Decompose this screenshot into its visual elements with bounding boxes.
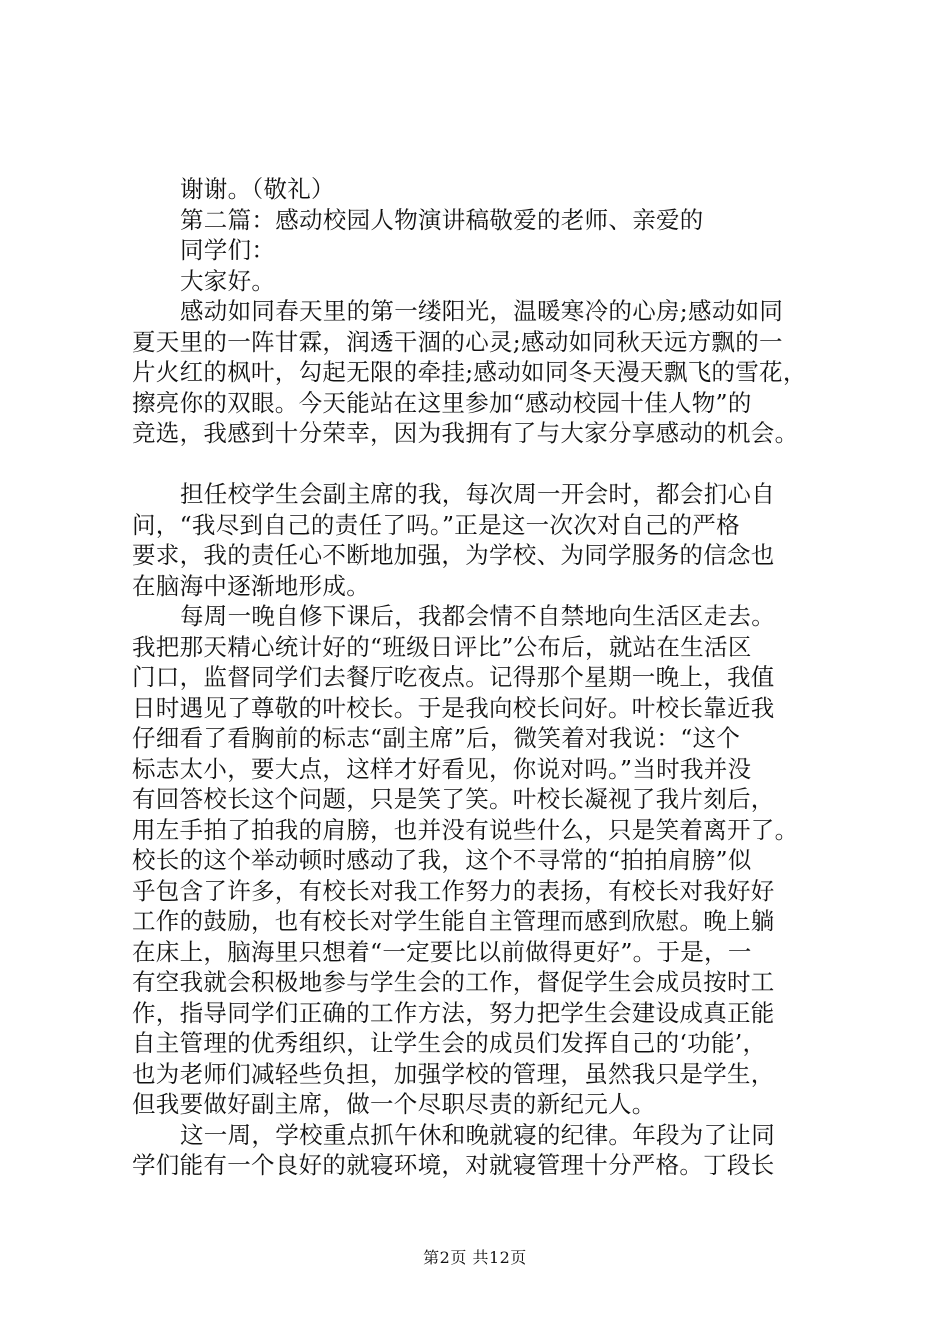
text-line: 我把那天精心统计好的“班级日评比”公布后，就站在生活区	[132, 632, 752, 661]
text-line: 乎包含了许多，有校长对我工作努力的表扬，有校长对我好好	[132, 876, 775, 905]
text-line: 这一周，学校重点抓午休和晚就寝的纪律。年段为了让同	[180, 1120, 775, 1149]
text-line: 门口，监督同学们去餐厅吃夜点。记得那个星期一晚上，我值	[132, 663, 775, 691]
text-line: 片火红的枫叶，勾起无限的牵挂;感动如同冬天漫天飘飞的雪花，	[132, 358, 807, 386]
text-line: 竞选，我感到十分荣幸，因为我拥有了与大家分享感动的机会。	[132, 419, 799, 447]
page-footer: 第2页 共12页	[423, 1248, 527, 1267]
text-line: 每周一晚自修下课后，我都会情不自禁地向生活区走去。	[180, 602, 775, 630]
text-line: 学们能有一个良好的就寝环境，对就寝管理十分严格。丁段长	[132, 1151, 775, 1179]
text-line: 标志太小，要大点，这样才好看见，你说对吗。”当时我并没	[132, 754, 752, 783]
document-body	[132, 174, 832, 1181]
text-line: 感动如同春天里的第一缕阳光，温暖寒冷的心房;感动如同	[180, 297, 784, 325]
text-line: 谢谢。（敬礼）	[180, 175, 335, 203]
text-line: 同学们：	[180, 236, 276, 264]
text-line: 问，“我尽到自己的责任了吗。”正是这一次次对自己的严格	[132, 510, 740, 539]
text-line: 擦亮你的双眼。今天能站在这里参加“感动校园十佳人物”的	[132, 388, 752, 417]
text-line: 有空我就会积极地参与学生会的工作，督促学生会成员按时工	[132, 968, 775, 996]
text-line: 工作的鼓励，也有校长对学生能自主管理而感到欣慰。晚上躺	[132, 907, 775, 935]
text-line: 有回答校长这个问题，只是笑了笑。叶校长凝视了我片刻后，	[132, 785, 775, 813]
text-line: 夏天里的一阵甘霖，润透干涸的心灵;感动如同秋天远方飘的一	[132, 327, 783, 356]
text-line: 作，指导同学们正确的工作方法，努力把学生会建设成真正能	[132, 998, 775, 1027]
text-line: 在脑海中逐渐地形成。	[132, 571, 370, 600]
text-line: 仔细看了看胸前的标志“副主席”后，微笑着对我说：“这个	[132, 724, 741, 752]
text-line: 担任校学生会副主席的我，每次周一开会时，都会扪心自	[180, 480, 775, 508]
text-line: 在床上，脑海里只想着“一定要比以前做得更好”。于是，一	[132, 937, 752, 966]
text-line: 日时遇见了尊敬的叶校长。于是我向校长问好。叶校长靠近我	[132, 693, 775, 722]
text-line: 用左手拍了拍我的肩膀，也并没有说些什么，只是笑着离开了。	[132, 815, 799, 844]
paragraph-gap	[132, 449, 832, 480]
text-line: 大家好。	[180, 266, 276, 295]
text-line: 要求，我的责任心不断地加强，为学校、为同学服务的信念也	[132, 541, 775, 569]
text-line: 自主管理的优秀组织，让学生会的成员们发挥自己的‘功能’，	[132, 1029, 767, 1057]
text-line: 但我要做好副主席，做一个尽职尽责的新纪元人。	[132, 1090, 656, 1118]
text-line: 也为老师们减轻些负担，加强学校的管理，虽然我只是学生，	[132, 1059, 775, 1088]
text-line: 校长的这个举动顿时感动了我，这个不寻常的“拍拍肩膀”似	[132, 846, 752, 874]
text-line: 第二篇：感动校园人物演讲稿敬爱的老师、亲爱的	[180, 205, 704, 234]
